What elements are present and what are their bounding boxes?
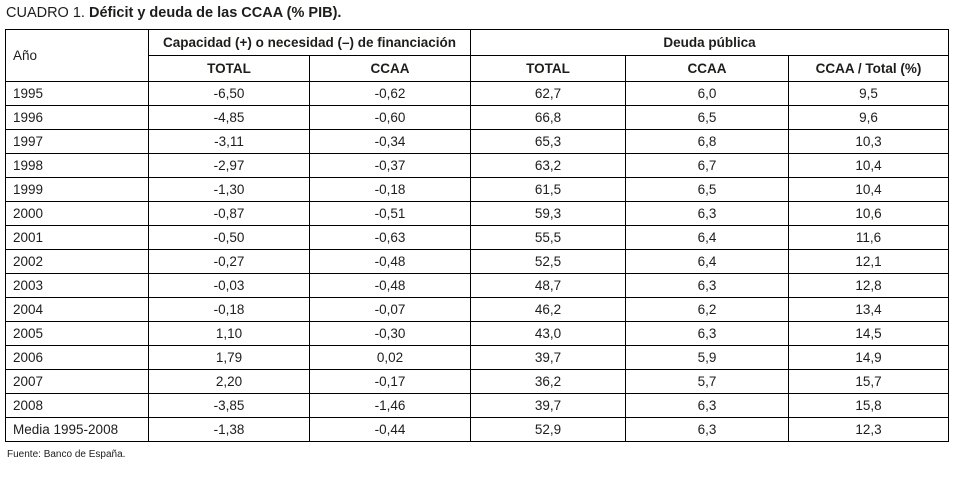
row-value: 12,1 [789, 250, 949, 274]
table-row [6, 106, 949, 130]
row-value: 66,8 [471, 106, 626, 130]
col-header-deuda-total: TOTAL [471, 56, 626, 82]
row-value: -0,62 [310, 82, 471, 106]
row-value: 63,2 [471, 154, 626, 178]
row-value: 43,0 [471, 322, 626, 346]
col-header-deuda-ccaa: CCAA [626, 56, 789, 82]
row-value: -0,03 [149, 274, 310, 298]
row-value: 65,3 [471, 130, 626, 154]
row-value: -1,46 [310, 394, 471, 418]
table-row [6, 370, 949, 394]
row-value: 55,5 [471, 226, 626, 250]
title-text: Déficit y deuda de las CCAA (% PIB). [89, 5, 342, 21]
row-value: -2,97 [149, 154, 310, 178]
row-value: -0,48 [310, 250, 471, 274]
row-year: 2002 [6, 250, 149, 274]
row-value: 1,79 [149, 346, 310, 370]
row-year: 1999 [6, 178, 149, 202]
row-value: 52,5 [471, 250, 626, 274]
table-body [6, 82, 949, 442]
row-value: 10,6 [789, 202, 949, 226]
row-value: 59,3 [471, 202, 626, 226]
row-year: 2004 [6, 298, 149, 322]
row-year: 2000 [6, 202, 149, 226]
row-year: 2007 [6, 370, 149, 394]
row-value: 6,4 [626, 250, 789, 274]
row-value: 39,7 [471, 346, 626, 370]
col-group-financiacion: Capacidad (+) o necesidad (–) de financiación [149, 30, 471, 56]
row-value: -3,11 [149, 130, 310, 154]
row-value: 6,7 [626, 154, 789, 178]
row-value: -0,07 [310, 298, 471, 322]
row-value: -0,48 [310, 274, 471, 298]
table-row [6, 202, 949, 226]
table-row [6, 274, 949, 298]
row-value: 12,8 [789, 274, 949, 298]
page-title [6, 5, 948, 22]
table-row [6, 418, 949, 442]
row-value: 9,5 [789, 82, 949, 106]
row-value: 9,6 [789, 106, 949, 130]
row-value: -0,18 [149, 298, 310, 322]
row-value: -6,50 [149, 82, 310, 106]
row-value: -0,63 [310, 226, 471, 250]
row-value: 6,3 [626, 394, 789, 418]
row-value: -4,85 [149, 106, 310, 130]
row-year: 1998 [6, 154, 149, 178]
row-year: Media 1995-2008 [6, 418, 149, 442]
row-value: 5,9 [626, 346, 789, 370]
table-row [6, 178, 949, 202]
row-value: 6,5 [626, 106, 789, 130]
row-value: 10,4 [789, 178, 949, 202]
row-value: 6,4 [626, 226, 789, 250]
col-header-financiacion-total: TOTAL [149, 56, 310, 82]
row-year: 2001 [6, 226, 149, 250]
row-value: 62,7 [471, 82, 626, 106]
row-value: 10,3 [789, 130, 949, 154]
col-group-deuda-publica: Deuda pública [471, 30, 949, 56]
row-value: 1,10 [149, 322, 310, 346]
row-value: -0,17 [310, 370, 471, 394]
row-value: 6,5 [626, 178, 789, 202]
row-value: 5,7 [626, 370, 789, 394]
row-value: 0,02 [310, 346, 471, 370]
table-row [6, 394, 949, 418]
table-row [6, 298, 949, 322]
row-value: 6,3 [626, 418, 789, 442]
row-value: -3,85 [149, 394, 310, 418]
row-value: 36,2 [471, 370, 626, 394]
row-value: -1,38 [149, 418, 310, 442]
row-year: 2005 [6, 322, 149, 346]
row-value: 15,8 [789, 394, 949, 418]
row-value: -0,37 [310, 154, 471, 178]
row-value: -0,50 [149, 226, 310, 250]
row-value: 6,8 [626, 130, 789, 154]
row-value: 6,2 [626, 298, 789, 322]
title-prefix: CUADRO 1. [6, 5, 85, 21]
row-value: 52,9 [471, 418, 626, 442]
row-value: 14,5 [789, 322, 949, 346]
table-row [6, 346, 949, 370]
row-value: -0,51 [310, 202, 471, 226]
header-group-row [6, 30, 949, 56]
row-value: 39,7 [471, 394, 626, 418]
row-year: 2006 [6, 346, 149, 370]
row-value: 11,6 [789, 226, 949, 250]
row-value: 46,2 [471, 298, 626, 322]
row-value: 13,4 [789, 298, 949, 322]
col-header-financiacion-ccaa: CCAA [310, 56, 471, 82]
row-year: 1997 [6, 130, 149, 154]
row-value: 10,4 [789, 154, 949, 178]
row-value: 14,9 [789, 346, 949, 370]
row-year: 1995 [6, 82, 149, 106]
col-header-ano: Año [6, 30, 149, 82]
row-value: 6,3 [626, 322, 789, 346]
row-value: 6,0 [626, 82, 789, 106]
row-value: -0,27 [149, 250, 310, 274]
row-value: -0,18 [310, 178, 471, 202]
table-row [6, 322, 949, 346]
table-header [6, 30, 949, 82]
row-year: 2008 [6, 394, 149, 418]
table-row [6, 130, 949, 154]
row-value: -0,87 [149, 202, 310, 226]
row-value: 61,5 [471, 178, 626, 202]
row-value: -0,44 [310, 418, 471, 442]
table-row [6, 82, 949, 106]
row-value: 12,3 [789, 418, 949, 442]
row-value: -0,34 [310, 130, 471, 154]
row-value: 15,7 [789, 370, 949, 394]
table-row [6, 250, 949, 274]
deficit-deuda-table [5, 29, 949, 442]
row-value: -0,60 [310, 106, 471, 130]
row-value: 6,3 [626, 274, 789, 298]
row-value: 6,3 [626, 202, 789, 226]
row-value: -0,30 [310, 322, 471, 346]
row-year: 2003 [6, 274, 149, 298]
row-value: -1,30 [149, 178, 310, 202]
row-value: 48,7 [471, 274, 626, 298]
row-year: 1996 [6, 106, 149, 130]
col-header-ccaa-total-pct: CCAA / Total (%) [789, 56, 949, 82]
table-row [6, 154, 949, 178]
source-note: Fuente: Banco de España. [7, 449, 126, 460]
row-value: 2,20 [149, 370, 310, 394]
table-row [6, 226, 949, 250]
